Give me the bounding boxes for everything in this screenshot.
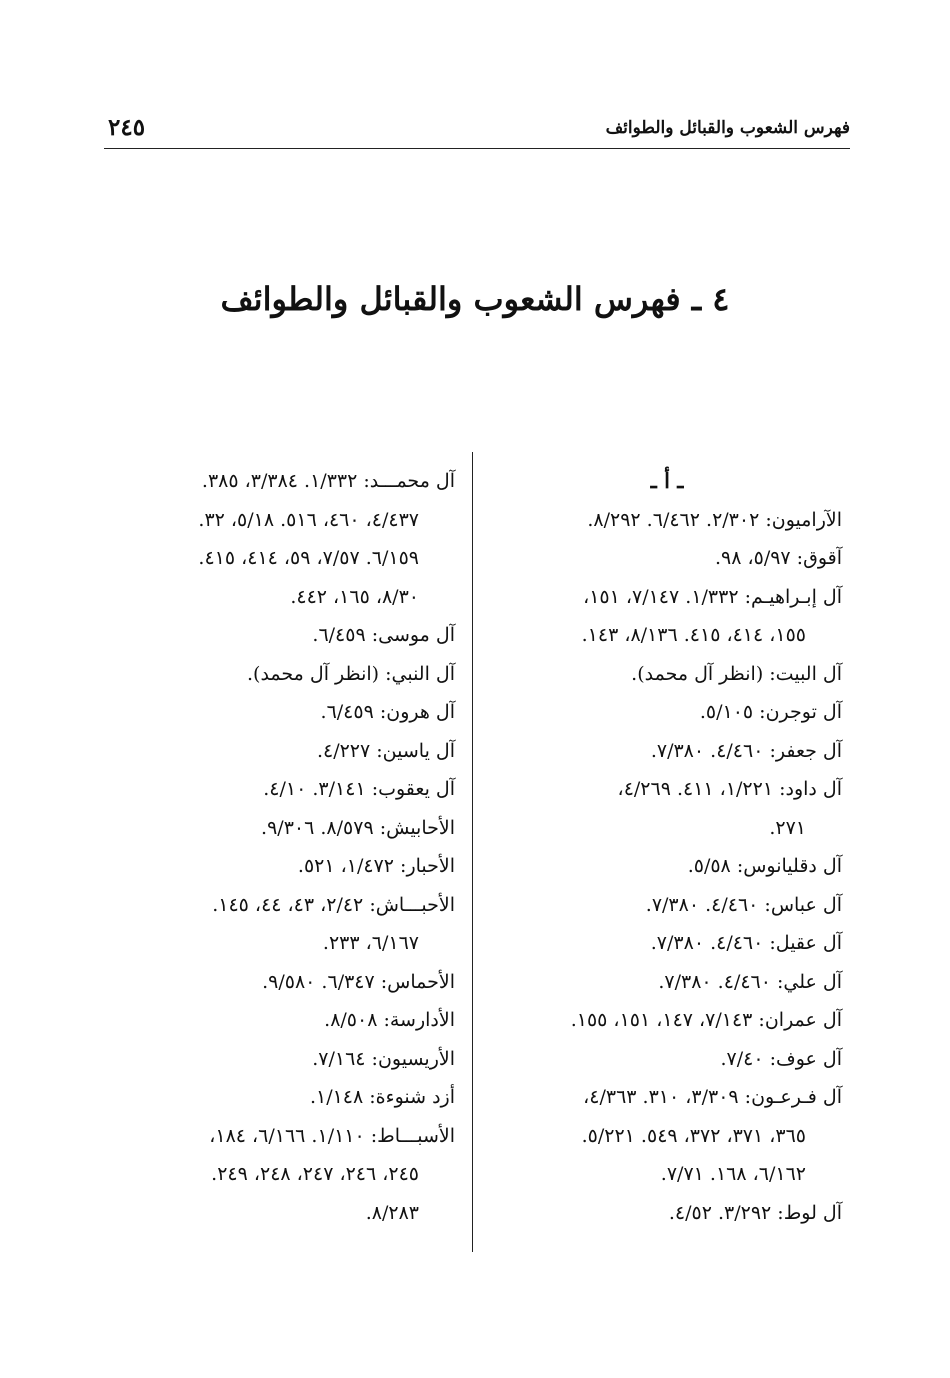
running-header <box>104 112 850 149</box>
index-entry: آل جعفر: ٤/٤٦٠. ٧/٣٨٠. <box>650 739 842 762</box>
index-column-left <box>103 462 455 1232</box>
column-divider <box>472 452 473 1252</box>
index-entry: الأسبـــاط: ١/١١٠. ٦/١٦٦، ١٨٤، <box>209 1124 455 1147</box>
index-entry: آقوق: ٥/٩٧، ٩٨. <box>714 547 842 569</box>
index-entry-continuation: ١٥٥، ٤١٤، ٤١٥. ٨/١٣٦، ١٤٣. <box>581 624 806 646</box>
index-entry: آل توجرن: ٥/١٠٥. <box>699 701 842 723</box>
index-entry-continuation: ٢٤٥، ٢٤٦، ٢٤٧، ٢٤٨، ٢٤٩. <box>211 1163 419 1185</box>
index-entry: آل دقليانوس: ٥/٥٨. <box>687 855 842 877</box>
index-entry-continuation: ٤/٤٣٧، ٤٦٠، ٥١٦. ٥/١٨، ٣٢. <box>198 508 419 531</box>
index-entry: آل البيت: (انظر آل محمد). <box>631 662 842 685</box>
index-entry: آل النبي: (انظر آل محمد). <box>247 662 455 685</box>
index-entry: آل عباس: ٤/٤٦٠. ٧/٣٨٠. <box>645 893 842 916</box>
index-column-right <box>492 462 842 1232</box>
index-entry: آل لوط: ٣/٢٩٢. ٤/٥٢. <box>668 1201 842 1224</box>
index-entry-continuation: ٦/١٥٩. ٧/٥٧، ٥٩، ٤١٤، ٤١٥. <box>198 547 419 569</box>
index-entry: آل داود: ١/٢٢١، ٤١١. ٤/٢٦٩، <box>617 778 842 800</box>
index-entry-continuation: ٦/١٦٢، ١٦٨. ٧/٧١. <box>660 1163 806 1185</box>
index-entry: آل ياسين: ٤/٢٢٧. <box>316 739 455 762</box>
index-entry: الأحبـــاش: ٢/٤٢، ٤٣، ٤٤، ١٤٥. <box>212 893 455 916</box>
index-entry-continuation: ٦/١٦٧، ٢٣٣. <box>322 932 419 954</box>
letter-heading: ـ أ ـ <box>650 468 684 493</box>
index-entry: آل عقيل: ٤/٤٦٠. ٧/٣٨٠. <box>650 932 842 954</box>
index-entry: آل يعقوب: ٣/١٤١. ٤/١٠. <box>263 778 455 800</box>
index-entry: الأريسيون: ٧/١٦٤. <box>312 1047 455 1070</box>
index-entry: آل علي: ٤/٤٦٠. ٧/٣٨٠. <box>658 970 842 993</box>
index-entry: أزد شنوءة: ١/١٤٨. <box>309 1086 455 1108</box>
index-entry: آل عمران: ٧/١٤٣، ١٤٧، ١٥١، ١٥٥. <box>570 1009 842 1031</box>
index-entry: الأحماس: ٦/٣٤٧. ٩/٥٨٠. <box>262 970 455 993</box>
index-entry: الآراميون: ٢/٣٠٢. ٦/٤٦٢. ٨/٢٩٢. <box>587 508 842 531</box>
index-entry: آل محمـــد: ١/٣٣٢. ٣/٣٨٤، ٣٨٥. <box>201 470 455 492</box>
index-entry: آل إبـراهيـم: ١/٣٣٢. ٧/١٤٧، ١٥١، <box>583 585 842 608</box>
index-entry-continuation: ٣٦٥، ٣٧١، ٣٧٢، ٥٤٩. ٥/٢٢١. <box>581 1124 806 1147</box>
index-entry: آل هرون: ٦/٤٥٩. <box>320 701 455 723</box>
running-title: فهرس الشعوب والقبائل والطوائف <box>605 118 850 138</box>
page-number: ٢٤٥ <box>108 114 146 141</box>
index-entry-continuation: ٨/٣٠، ١٦٥، ٤٤٢. <box>290 585 419 608</box>
index-entry: الأحابيش: ٨/٥٧٩. ٩/٣٠٦. <box>261 816 455 839</box>
index-entry: آل عوف: ٧/٤٠. <box>720 1047 842 1070</box>
section-title: ٤ ـ فهرس الشعوب والقبائل والطوائف <box>220 280 730 318</box>
index-entry: الأدارسة: ٨/٥٠٨. <box>324 1009 455 1031</box>
index-entry-continuation: ٢٧١. <box>769 816 806 839</box>
index-entry-continuation: ٨/٢٨٣. <box>365 1201 419 1224</box>
index-entry: آل فـرعـون: ٣/٣٠٩، ٣١٠. ٤/٣٦٣، <box>583 1086 842 1108</box>
index-entry: الأحبار: ١/٤٧٢، ٥٢١. <box>297 855 455 877</box>
index-entry: آل موسى: ٦/٤٥٩. <box>312 624 455 646</box>
